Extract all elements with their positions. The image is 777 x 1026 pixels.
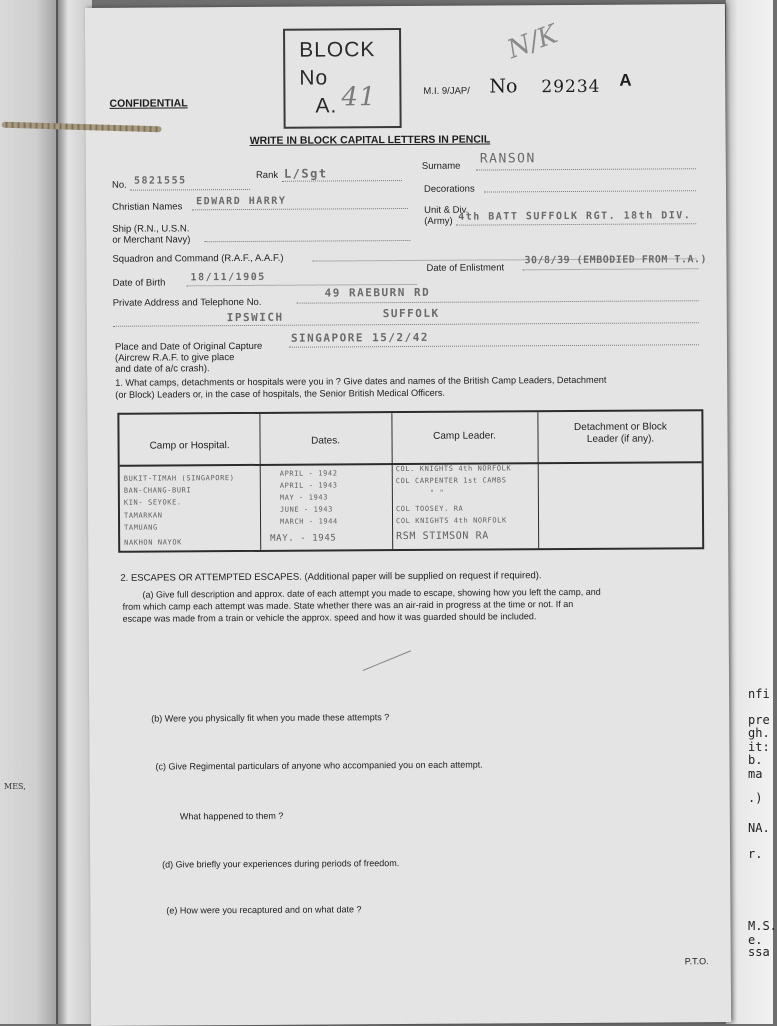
- enlistment-value: 30/8/39 (EMBODIED FROM T.A.): [524, 254, 708, 267]
- no-value: 5821555: [133, 175, 187, 187]
- question-2e: (e) How were you recaptured and on what date ?: [166, 904, 362, 916]
- capture-label-line1: Place and Date of Original Capture: [114, 340, 263, 353]
- surname-value: RANSON: [479, 151, 536, 167]
- address-label: Private Address and Telephone No.: [112, 296, 262, 309]
- row-6-date: MAY. - 1945: [270, 533, 337, 544]
- peek-line-10: e.: [748, 933, 763, 947]
- question-2b: (b) Were you physically fit when you made these attempts ?: [151, 712, 390, 724]
- peek-line-2: gh.: [748, 726, 770, 740]
- camps-table: [117, 409, 704, 553]
- stamp-a: A.: [315, 94, 338, 118]
- peek-line-9: M.S.: [748, 919, 777, 933]
- row-1-date: APRIL - 1942: [279, 469, 338, 478]
- row-5-date: MARCH - 1944: [280, 517, 338, 526]
- peek-line-5: ma: [748, 767, 763, 781]
- header-camp-or-hospital: Camp or Hospital.: [149, 440, 230, 452]
- address-line3: SUFFOLK: [382, 306, 440, 321]
- header-detachment-line1: Detachment or Block: [574, 421, 667, 433]
- stamp-block: BLOCK: [299, 38, 376, 62]
- no-label: No.: [111, 179, 127, 191]
- rank-value: L/Sgt: [283, 166, 328, 181]
- row-6-leader: RSM STIMSON RA: [396, 530, 489, 543]
- ship-label-line1: Ship (R.N., U.S.N.: [112, 223, 190, 235]
- row-3-camp: KIN- SEYOKE.: [123, 498, 182, 507]
- peek-line-6: .): [748, 791, 763, 805]
- question-2a-line1: (a) Give full description and approx. date of each attempt you made to escape, showing how you left the camp, and: [142, 586, 601, 600]
- peek-line-3: it:: [748, 740, 770, 754]
- serial-number: 29234: [541, 76, 601, 98]
- handwritten-nk-mark: N/K: [503, 19, 562, 66]
- please-turn-over: P.T.O.: [684, 956, 709, 967]
- folder-margin-text: MES,: [4, 782, 26, 791]
- question-2c-followup: What happened to them ?: [179, 810, 284, 822]
- row-2-leader: COL CARPENTER 1st CAMBS: [395, 476, 507, 486]
- stamp-handwritten-number: 41: [341, 82, 377, 113]
- row-2-date: APRIL - 1943: [279, 481, 338, 490]
- row-6-camp: NAKHON NAYOK: [124, 538, 182, 547]
- block-stamp: [283, 28, 402, 129]
- header-detachment-line2: Leader (if any).: [586, 433, 655, 445]
- peek-line-0: nfi: [748, 687, 770, 701]
- question-2c: (c) Give Regimental particulars of anyone who accompanied you on each attempt.: [155, 759, 483, 772]
- row-4-camp: TAMARKAN: [123, 511, 163, 520]
- peek-line-8: r.: [748, 847, 763, 861]
- dob-label: Date of Birth: [112, 277, 166, 289]
- folder-cover: [0, 0, 60, 1024]
- number-label: No: [489, 75, 518, 98]
- stamp-no: No: [299, 66, 329, 90]
- serial-suffix: A: [619, 70, 632, 90]
- squadron-label: Squadron and Command (R.A.F., A.A.F.): [112, 252, 284, 265]
- question-2-title: 2. ESCAPES OR ATTEMPTED ESCAPES. (Additional paper will be supplied on request if required).: [120, 570, 542, 584]
- rank-label: Rank: [255, 169, 279, 181]
- row-1-leader: COL. KNIGHTS 4th NORFOLK: [395, 464, 512, 474]
- confidential-label: CONFIDENTIAL: [109, 97, 188, 110]
- form-page: [85, 4, 731, 1026]
- address-line1: 49 RAEBURN RD: [324, 285, 431, 300]
- pencil-mark: [363, 650, 411, 671]
- peek-line-4: b.: [748, 753, 763, 767]
- header-camp-leader: Camp Leader.: [433, 430, 496, 442]
- row-1-camp: BUKIT-TIMAH (SINGAPORE): [123, 474, 235, 483]
- peek-line-11: ssa: [748, 945, 770, 959]
- christian-names-label: Christian Names: [112, 201, 183, 213]
- header-dates: Dates.: [311, 435, 341, 447]
- row-3-date: MAY - 1943: [279, 493, 329, 502]
- unit-label-line1: Unit & Div.: [424, 204, 469, 216]
- row-2-camp: BAN-CHANG-BURI: [123, 486, 192, 495]
- christian-names-value: EDWARD HARRY: [196, 195, 287, 208]
- capture-label-line3: and date of a/c crash).: [115, 363, 210, 375]
- peek-line-1: pre: [748, 713, 770, 727]
- question-1-line2: (or Block) Leaders or, in the case of hospitals, the Senior British Medical Officers.: [115, 387, 446, 400]
- row-5-leader: COL KNIGHTS 4th NORFOLK: [396, 516, 507, 526]
- row-4-leader: COL TOOSEY. RA: [395, 504, 464, 514]
- peek-line-7: NA.: [748, 821, 770, 835]
- row-4-date: JUNE - 1943: [279, 505, 333, 514]
- enlistment-label: Date of Enlistment: [426, 262, 505, 274]
- question-1-line1: 1. What camps, detachments or hospitals were you in ? Give dates and names of the British Camp Leaders, Detachment: [115, 374, 607, 388]
- decorations-label: Decorations: [423, 183, 475, 195]
- mi9-reference: M.I. 9/JAP/: [423, 85, 470, 97]
- row-5-camp: TAMUANG: [124, 523, 158, 532]
- dob-value: 18/11/1905: [190, 271, 266, 284]
- capture-label-line2: (Aircrew R.A.F. to give place: [115, 352, 235, 364]
- capture-value: SINGAPORE 15/2/42: [290, 330, 430, 345]
- question-2d: (d) Give briefly your experiences during periods of freedom.: [162, 858, 400, 870]
- row-3-leader: " ": [429, 488, 445, 497]
- question-2a-line2: from which camp each attempt was made. State whether there was an air-raid in progress at the time or not. If an: [122, 598, 574, 612]
- surname-label: Surname: [421, 160, 461, 172]
- unit-value: 4th BATT SUFFOLK RGT. 18th DIV.: [458, 210, 692, 223]
- underlying-sheet: [725, 0, 777, 1024]
- address-line2: IPSWICH: [226, 310, 284, 325]
- ship-label-line2: or Merchant Navy): [112, 234, 191, 246]
- unit-label-line2: (Army): [424, 215, 453, 227]
- pencil-instruction: WRITE IN BLOCK CAPITAL LETTERS IN PENCIL: [249, 133, 491, 147]
- question-2a-line3: escape was made from a train or vehicle the approx. speed and how it was guarded should be included.: [122, 611, 537, 624]
